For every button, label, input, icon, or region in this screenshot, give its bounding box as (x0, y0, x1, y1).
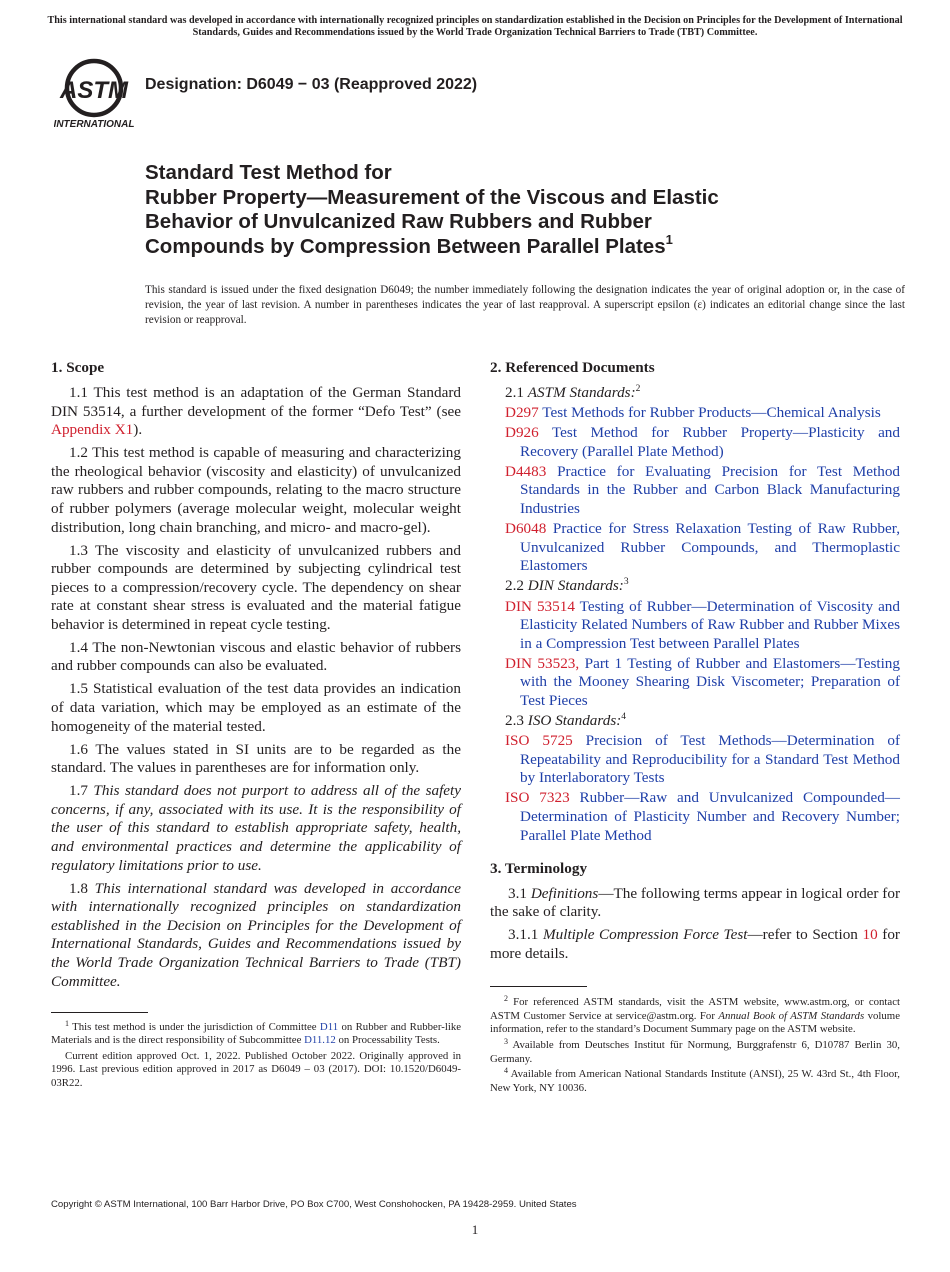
page-number: 1 (471, 1222, 479, 1237)
din-label-num: 2.2 (505, 577, 528, 595)
ref-iso7323-code[interactable]: ISO 7323 (505, 789, 570, 807)
title-line-4 (145, 231, 885, 260)
ref-d297-title[interactable]: Test Methods for Rubber Products—Chemical Analysis (542, 404, 881, 422)
ref-din53523 (490, 655, 900, 711)
footnote-1-mark: 1 (65, 1018, 69, 1028)
appendix-x1-link[interactable]: Appendix X1 (51, 421, 134, 439)
ref-d6048-title[interactable]: Practice for Stress Relaxation Testing of Raw Rubber, Unvulcanized Rubber Compounds, and Thermoplastic Elastomers (520, 520, 900, 575)
scope-1-7-text: This standard does not purport to address all of the safety concerns, if any, associated with its use. It is the responsibility of the user of this standard to establish appropriate safety, health, and environmental practices and determine the applicability of regulatory limitations prior to use. (51, 782, 462, 874)
scope-1-5: 1.5 Statistical evaluation of the test data provides an indication of data variation, which may be employed as an estimate of the homogeneity of the material tested. (51, 680, 461, 735)
footnote-1-text-b: on Rubber and Rubber-like Materials and is the direct responsibility of Subcommittee (51, 1020, 462, 1047)
referenced-documents-heading: 2. Referenced Documents (490, 359, 655, 376)
ref-iso7323-title[interactable]: Rubber—Raw and Unvulcanized Compounded—Determination of Plasticity Number and Recovery Number; Parallel Plate Method (520, 789, 900, 844)
scope-1-1-end: ). (133, 421, 143, 439)
scope-1-1 (51, 384, 461, 440)
footnote-4-mark: 4 (504, 1066, 508, 1076)
designation: Designation: D6049 − 03 (Reapproved 2022) (145, 76, 478, 93)
footnote-2-italic: Annual Book of ASTM Standards (718, 1009, 865, 1022)
terminology-3-1-1 (490, 926, 900, 963)
ref-d4483-code[interactable]: D4483 (505, 462, 547, 480)
scope-1-3: 1.3 The viscosity and elasticity of unvulcanized rubbers and rubber compounds are determined by subjecting cylindrical test pieces to a compression/recovery cycle. The dependency on shear rate at constant shear stress is evaluated and the material fatigue behavior is determined in repeat cycle testing. (51, 541, 461, 633)
logo-word: INTERNATIONAL (54, 119, 134, 130)
astm-standards-label (490, 384, 900, 403)
section-10-link[interactable]: 10 (862, 926, 878, 944)
ref-d6048-code[interactable]: D6048 (505, 520, 547, 538)
astm-logo (54, 56, 134, 130)
ref-din53514-code[interactable]: DIN 53514 (505, 597, 575, 615)
terminology-3-1-1-term: Multiple Compression Force Test (542, 926, 748, 944)
ref-din53523-code[interactable]: DIN 53523, (505, 654, 580, 672)
astm-label-sup: 2 (635, 384, 641, 394)
terminology-heading: 3. Terminology (490, 859, 588, 877)
astm-label-num: 2.1 (505, 384, 528, 401)
terminology-3-1-term: Definitions (530, 884, 599, 902)
astm-label-text: ASTM Standards: (527, 384, 636, 401)
ref-din53514-title[interactable]: Testing of Rubber—Determination of Viscosity and Elasticity Related Numbers of Raw Rubber and Rubber Mixes in a Compression Test between Parallel Plates (520, 597, 900, 652)
din-standards-label (490, 577, 900, 596)
issuance-statement: This standard is issued under the fixed designation D6049; the number immediately following the designation indicates the year of original adoption or, in the case of revision, the year of last revision. A number in parentheses indicates the year of last reapproval. A superscript epsilon (ε) indicates an editorial change since the last revision or reapproval. (145, 284, 905, 326)
scope-1-2: 1.2 This test method is capable of measuring and characterizing the rheological behavior (viscosity and elasticity) of unvulcanized raw rubbers and rubber compounds, relating to the macro structure of rubber polymers (average molecular weight, molecular weight distribution, long chain branching, and micro- and macro-gel). (51, 444, 461, 536)
footnote-3-text: Available from Deutsches Institut für Normung, Burggrafenstr 6, D10787 Berlin 30, Germany. (490, 1038, 900, 1065)
footnote-4 (490, 1068, 900, 1095)
ref-d4483-title[interactable]: Practice for Evaluating Precision for Test Method Standards in the Rubber and Carbon Black Manufacturing Industries (520, 462, 901, 518)
scope-1-1-text: 1.1 This test method is an adaptation of the German Standard DIN 53514, a further development of the former “Defo Test” (see (51, 384, 461, 420)
title-line-1: Standard Test Method for (145, 161, 392, 184)
ref-iso5725-title[interactable]: Precision of Test Methods—Determination of Repeatability and Reproducibility for a Standard Test Method by Interlaboratory Tests (520, 732, 900, 787)
ref-d4483 (490, 463, 900, 519)
title-line-4-text: Compounds by Compression Between Parallel Plates (145, 234, 666, 258)
footnote-3 (490, 1036, 900, 1066)
ref-iso5725 (490, 732, 900, 788)
scope-1-8 (51, 880, 461, 992)
scope-heading: 1. Scope (51, 359, 105, 376)
terminology-3-1-num: 3.1 (508, 884, 531, 902)
title-footnote-mark: 1 (665, 231, 673, 247)
iso-label-sup: 4 (621, 712, 627, 723)
ref-d297-code[interactable]: D297 (505, 404, 539, 422)
iso-label-num: 2.3 (505, 712, 528, 730)
iso-label-text: ISO Standards: (527, 712, 622, 730)
logo-letters: ASTM (60, 77, 128, 104)
terminology-3-1-text: —The following terms appear in logical order for the sake of clarity. (490, 884, 901, 921)
iso-standards-label (490, 712, 900, 731)
scope-1-8-num: 1.8 (69, 879, 95, 897)
terminology-3-1-1-end: for more details. (490, 926, 900, 962)
scope-1-8-text: This international standard was developed in accordance with internationally recognized principles on standardization established in the Decision on Principles for the Development of International Standards, Guides and Recommendations issued by the World Trade Organization Technical Barriers to Trade (TBT) Committee. (51, 879, 461, 990)
terminology-3-1 (490, 885, 900, 922)
copyright-line: Copyright © ASTM International, 100 Barr Harbor Drive, PO Box C700, West Conshohocken, PA 19428-2959. United States (51, 1199, 577, 1210)
scope-1-7 (51, 782, 461, 875)
din-label-sup: 3 (623, 577, 629, 588)
ref-din53523-title[interactable]: Part 1 Testing of Rubber and Elastomers—Testing with the Mooney Shearing Disk Viscometer; Preparation of Test Pieces (520, 654, 900, 709)
title-line-3: Behavior of Unvulcanized Raw Rubbers and Rubber (145, 210, 652, 234)
ref-d6048 (490, 520, 900, 576)
terminology-3-1-1-num: 3.1.1 (508, 926, 543, 944)
footnote-1 (51, 1018, 462, 1048)
scope-1-6: 1.6 The values stated in SI units are to be regarded as the standard. The values in parentheses are for information only. (51, 740, 461, 777)
document-title (145, 161, 885, 259)
footnote-2-mark: 2 (504, 993, 508, 1003)
current-edition-note: Current edition approved Oct. 1, 2022. Published October 2022. Originally approved in 1996. Last previous edition approved in 2017 as D6049 – 03 (2017). DOI: 10.1520/D6049-03R22. (51, 1049, 461, 1090)
top-notice: This international standard was developed in accordance with internationally recognized principles on standardization established in the Decision on Principles for the Development of International Standards, Guides and Recommendations issued by the World Trade Organization Technical Barriers to Trade (TBT) Committee. (47, 15, 903, 38)
subcommittee-d11-12-link[interactable]: D11.12 (304, 1034, 336, 1047)
footnote-3-mark: 3 (504, 1036, 508, 1046)
ref-din53514 (490, 598, 900, 654)
ref-d297 (490, 404, 900, 423)
footnote-1-text-c: on Processability Tests. (335, 1034, 440, 1047)
title-line-2: Rubber Property—Measurement of the Viscous and Elastic (145, 185, 719, 209)
footnote-2-text-b: volume information, refer to the standard’s Document Summary page on the ASTM website. (490, 1009, 900, 1036)
footnote-2-text-a: For referenced ASTM standards, visit the ASTM website, www.astm.org, or contact ASTM Customer Service at service@astm.org. For (490, 995, 900, 1022)
scope-1-7-num: 1.7 (69, 782, 94, 800)
footnote-4-text: Available from American National Standards Institute (ANSI), 25 W. 43rd St., 4th Floor, New York, NY 10036. (490, 1068, 900, 1094)
right-column (490, 358, 900, 1097)
ref-d926-title[interactable]: Test Method for Rubber Property—Plasticity and Recovery (Parallel Plate Method) (520, 424, 900, 460)
committee-d11-link[interactable]: D11 (319, 1020, 339, 1033)
scope-1-4: 1.4 The non-Newtonian viscous and elastic behavior of rubbers and rubber compounds can also be evaluated. (51, 638, 461, 675)
terminology-3-1-1-text: —refer to Section (747, 926, 863, 944)
din-label-text: DIN Standards: (527, 577, 624, 595)
left-column (51, 358, 461, 1093)
footnote-1-text-a: This test method is under the jurisdiction of Committee (72, 1020, 320, 1033)
ref-iso7323 (490, 789, 900, 845)
ref-iso5725-code[interactable]: ISO 5725 (505, 732, 573, 750)
footnote-2 (490, 993, 900, 1037)
ref-d926 (490, 424, 900, 461)
ref-d926-code[interactable]: D926 (505, 424, 539, 442)
